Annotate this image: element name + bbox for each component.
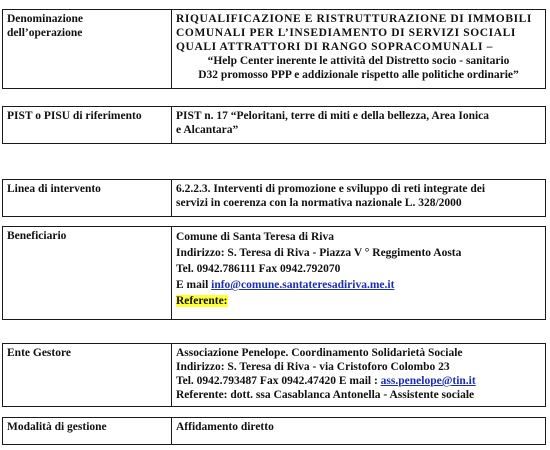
manager-table [2,343,546,407]
manager-name: Associazione Penelope. Coordinamento Solidarietà Sociale [176,347,463,359]
manager-referente: Referente: dott. ssa Casablanca Antonella - Assistente sociale [176,389,475,401]
beneficiary-email-link[interactable]: info@comune.santateresadiriva.me.it [211,279,395,291]
manager-address: Indirizzo: S. Teresa di Riva - via Cristoforo Colombo 23 [176,361,450,373]
intervention-line-label: Linea di intervento [3,180,172,217]
beneficiary-value [172,227,546,320]
operation-name-value: RIQUALIFICAZIONE E RISTRUTTURAZIONE DI IMMOBILI COMUNALI PER L’INSEDIAMENTO DI SERVIZI SOCIALI QUALI ATTRATTORI DI RANGO SOPRACOMUNALI – “Help Center inerente le attività del Distretto socio - sanitario D32 promosso PPP e addizionale rispetto alle politiche ordinarie” [172,10,546,89]
manager-value [172,344,546,407]
beneficiary-table [2,226,546,320]
intervention-line-table [2,179,546,217]
manager-email-link[interactable]: ass.penelope@tin.it [380,375,476,387]
beneficiary-address: Indirizzo: S. Teresa di Riva - Piazza V ° Reggimento Aosta [176,247,462,259]
manager-phone-row: Tel. 0942.793487 Fax 0942.47420 E mail : ass.penelope@tin.it [176,375,476,387]
beneficiary-label: Beneficiario [3,227,172,320]
intervention-line-value: 6.2.2.3. Interventi di promozione e sviluppo di reti integrate dei servizi in coerenza con la normativa nazionale L. 328/2000 [172,180,546,217]
management-mode-label: Modalità di gestione [3,418,172,445]
management-mode-table [2,417,546,445]
operation-name-table [2,9,546,89]
operation-name-label: Denominazione dell’operazione [3,10,172,89]
beneficiary-name: Comune di Santa Teresa di Riva [176,231,334,243]
manager-label: Ente Gestore [3,344,172,407]
pist-table [2,106,546,144]
pist-value: PIST n. 17 “Peloritani, terre di miti e della bellezza, Area Ionica e Alcantara” [172,107,546,144]
beneficiary-referente-highlight: Referente: [176,295,228,307]
beneficiary-email-row: E mail info@comune.santateresadiriva.me.it [176,279,395,291]
pist-label: PIST o PISU di riferimento [3,107,172,144]
beneficiary-phone: Tel. 0942.786111 Fax 0942.792070 [176,263,341,275]
management-mode-value: Affidamento diretto [172,418,546,445]
